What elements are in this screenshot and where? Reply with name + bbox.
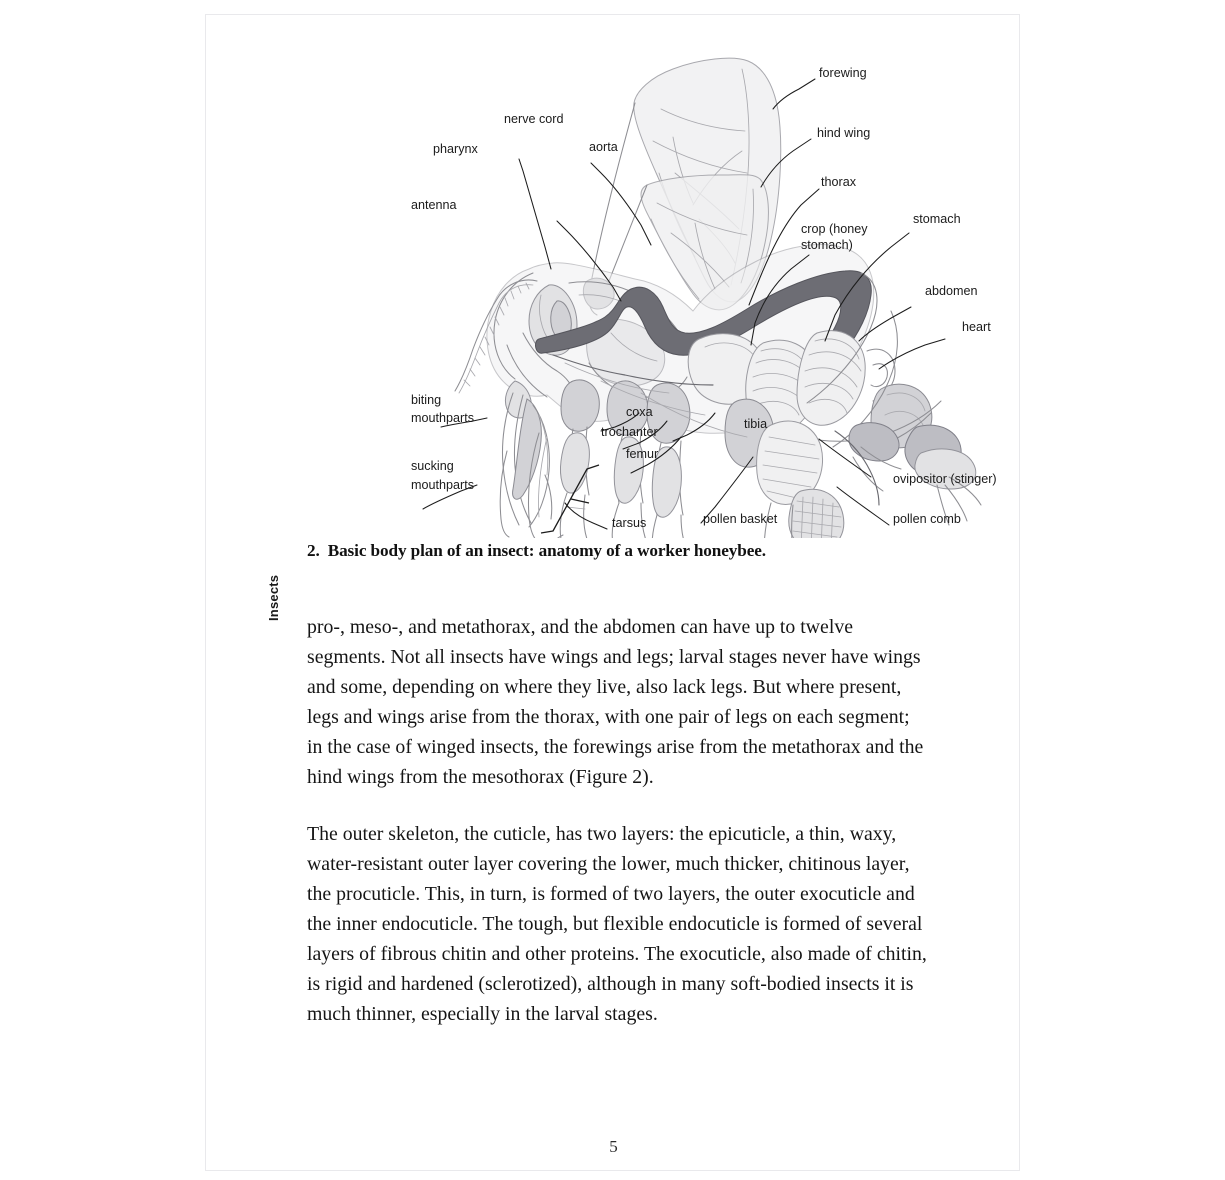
label-coxa: coxa [626, 405, 653, 419]
label-hind-wing: hind wing [817, 126, 871, 140]
figure-honeybee-anatomy [301, 33, 1016, 538]
label-heart: heart [962, 320, 991, 334]
label-forewing: forewing [819, 66, 867, 80]
mouthparts-structures [500, 381, 552, 537]
label-pollen-comb: pollen comb [893, 512, 961, 526]
label-thorax: thorax [821, 175, 857, 189]
figure-caption [307, 541, 967, 561]
label-pharynx: pharynx [433, 142, 478, 156]
paragraph-2: The outer skeleton, the cuticle, has two layers: the epicuticle, a thin, waxy, water-resistant outer layer covering the lower, much thicker, chitinous layer, the procuticle. This, in turn, is formed of two layers, the outer exocuticle and the inner endocuticle. The tough, but flexible endocuticle is formed of several layers of fibrous chitin and other proteins. The exocuticle, also made of chitin, is rigid and hardened (sclerotized), although in many soft-bodied insects it is much thinner, especially in the larval stages. [307, 823, 927, 1025]
label-crop-line1: crop (honey [801, 222, 868, 236]
label-trochanter: trochanter [601, 425, 658, 439]
label-biting-line1: biting [411, 393, 442, 407]
label-tarsus: tarsus [612, 516, 647, 530]
label-tibia: tibia [744, 417, 768, 431]
label-biting-line2: mouthparts [411, 411, 474, 425]
label-ovipositor: ovipositor (stinger) [893, 472, 997, 486]
label-antenna: antenna [411, 198, 457, 212]
label-sucking-line2: mouthparts [411, 478, 474, 492]
label-abdomen: abdomen [925, 284, 978, 298]
figure-caption-text: Basic body plan of an insect: anatomy of a worker honeybee. [327, 541, 766, 560]
running-head-label: Insects [266, 574, 281, 621]
body-text-column [307, 613, 927, 1030]
figure-caption-number: 2. [307, 541, 320, 560]
label-sucking-line1: sucking [411, 459, 454, 473]
bee-artwork [455, 58, 981, 538]
label-stomach: stomach [913, 212, 961, 226]
book-page-sheet [205, 14, 1020, 1171]
label-nerve-cord: nerve cord [504, 112, 564, 126]
label-crop-line2: stomach) [801, 238, 853, 252]
tarsus-bracket-tick [571, 499, 589, 503]
label-pollen-basket: pollen basket [703, 512, 778, 526]
paragraph-1: pro-, meso-, and metathorax, and the abdomen can have up to twelve segments. Not all insects have wings and legs; larval stages never have wings and some, depending on where they live, also lack legs. But where present, legs and wings arise from the thorax, with one pair of legs on each segment; in the case of winged insects, the forewings arise from the metathorax and the hind wings from the mesothorax (Figure 2). [307, 616, 924, 788]
honeybee-anatomy-illustration [301, 33, 1016, 538]
label-femur: femur [626, 447, 659, 461]
foreleg [547, 380, 599, 538]
running-head-vertical [262, 545, 284, 635]
label-aorta: aorta [589, 140, 618, 154]
page-number: 5 [609, 1137, 618, 1153]
